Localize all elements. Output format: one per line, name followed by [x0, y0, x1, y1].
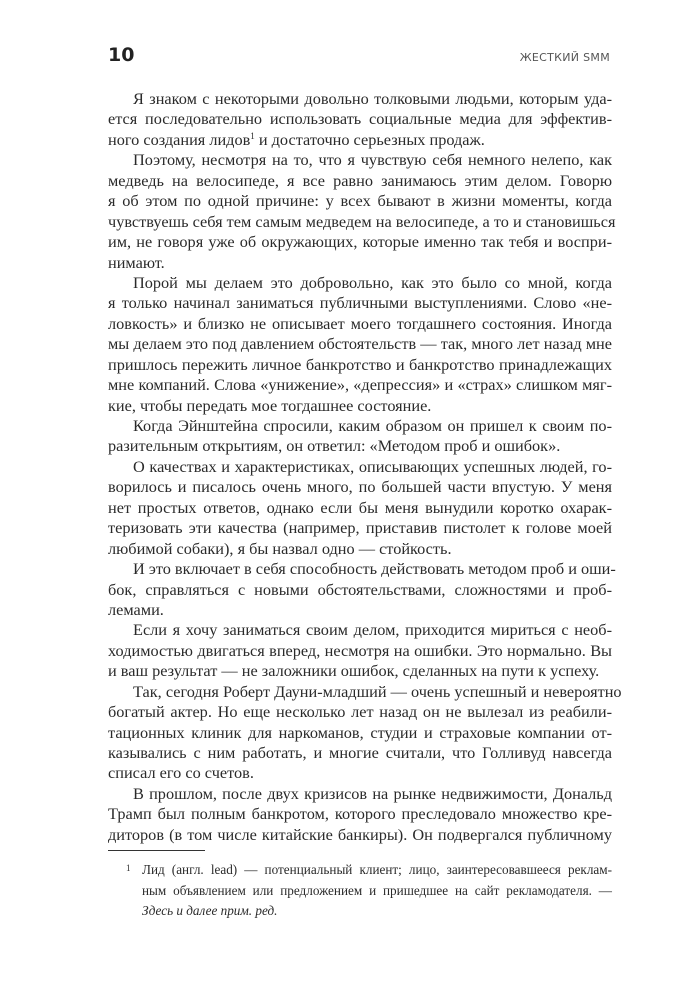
- text-line: богатый актер. Но еще несколько лет назад он не вылезал из реабили-: [108, 702, 612, 722]
- text-line: бок, справляться с новыми обстоятельствами, сложностями и проб-: [108, 579, 612, 599]
- text-line: медведь на велосипеде, я все равно занимаюсь этим делом. Говорю: [108, 170, 612, 190]
- paragraph: [108, 457, 612, 559]
- text-line: теризовать эти качества (например, приставив пистолет к голове моей: [108, 518, 612, 538]
- text-line: ворилось и писалось очень много, по большей части впустую. У меня: [108, 477, 612, 497]
- footnote: [126, 860, 612, 922]
- paragraph: [108, 273, 612, 416]
- text-line: кие, чтобы передать мое тогдашнее состояние.: [108, 395, 432, 415]
- text-line: любимой собаки), я бы назвал одно — стойкость.: [108, 538, 452, 558]
- text-line: ловкость» и близко не описывает моего тогдашнего состояния. Иногда: [108, 313, 612, 333]
- text-line: нет простых ответов, однако если бы меня вынудили коротко охарак-: [108, 497, 612, 517]
- text-line: чувствуешь себя тем самым медведем на велосипеде, а то и становишься: [108, 211, 616, 231]
- paragraph: [108, 150, 616, 273]
- text-line: [108, 130, 612, 150]
- text-line: я об этом по одной причине: у всех бывают в жизни моменты, когда: [108, 191, 612, 211]
- paragraph: [108, 89, 612, 150]
- text-line: я только начинал заниматься публичными выступлениями. Слово «не-: [108, 293, 612, 313]
- text-line: тационных клиник для наркоманов, студии и страховые компании от-: [108, 722, 612, 742]
- paragraph: [108, 416, 612, 457]
- text-line: нимают.: [108, 252, 165, 272]
- text-line: Я знаком с некоторыми довольно толковыми людьми, которым уда-: [133, 89, 612, 108]
- text-segment: ного создания лидов: [108, 129, 251, 149]
- paragraph: [108, 620, 612, 681]
- text-line: списал его со счетов.: [108, 763, 254, 783]
- text-line: мы делаем это под давлением обстоятельств — так, много лет назад мне: [108, 334, 612, 354]
- running-header: ЖЕСТКИЙ SMM: [519, 51, 610, 64]
- footnote-editor-note: Здесь и далее прим. ред.: [142, 903, 278, 918]
- paragraph: [108, 784, 612, 845]
- text-line: разительным открытиям, он ответил: «Методом проб и ошибок».: [108, 436, 561, 456]
- text-line: ется последовательно использовать социальные медиа для эффектив-: [108, 109, 612, 129]
- text-line: О качествах и характеристиках, описывающих успешных людей, го-: [133, 456, 612, 476]
- text-line: лемами.: [108, 599, 164, 619]
- text-line: диторов (в том числе китайские банкиры). Он подвергался публичному: [108, 824, 612, 844]
- paragraph: [108, 559, 616, 620]
- text-line: Если я хочу заниматься своим делом, приходится мириться с необ-: [133, 620, 612, 640]
- footnote-line: [142, 901, 612, 922]
- footnote-reference[interactable]: 1: [250, 130, 255, 141]
- body-text: [108, 89, 622, 845]
- paragraph: [108, 681, 622, 784]
- text-line: ходимостью двигаться вперед, несмотря на ошибки. Это нормально. Вы: [108, 640, 612, 660]
- text-line: мне компаний. Слова «унижение», «депрессия» и «страх» слишком мяг-: [108, 375, 612, 395]
- text-line: В прошлом, после двух кризисов на рынке недвижимости, Дональд: [133, 783, 612, 803]
- text-line: И это включает в себя способность действовать методом проб и оши-: [133, 559, 616, 579]
- text-line: Порой мы делаем это добровольно, как это было со мной, когда: [133, 272, 612, 292]
- text-line: Так, сегодня Роберт Дауни-младший — очень успешный и невероятно: [133, 681, 622, 701]
- page-number: 10: [108, 44, 135, 66]
- text-line: и ваш результат — не заложники ошибок, сделанных на пути к успеху.: [108, 661, 600, 681]
- text-segment: и достаточно серьезных продаж.: [254, 129, 485, 149]
- footnote-number: 1: [126, 863, 131, 873]
- footnote-line: Лид (англ. lead) — потенциальный клиент; лицо, заинтересовавшееся реклам-: [142, 862, 612, 877]
- text-line: Когда Эйнштейна спросили, каким образом он пришел к своим по-: [133, 416, 612, 435]
- text-line: им, не говоря уже об окружающих, которые именно так тебя и воспри-: [108, 232, 612, 252]
- text-line: казывались с ним работать, и многие считали, что Голливуд навсегда: [108, 743, 612, 762]
- text-line: Поэтому, несмотря на то, что я чувствую себя немного нелепо, как: [133, 150, 612, 170]
- footnote-divider: [108, 850, 205, 851]
- text-line: пришлось пережить личное банкротство и банкротство принадлежащих: [108, 354, 612, 374]
- text-line: Трамп был полным банкротом, которого преследовало множество кре-: [108, 804, 612, 824]
- footnote-line: ным объявлением или предложением и пришедшее на сайт рекламодателя. —: [142, 882, 612, 898]
